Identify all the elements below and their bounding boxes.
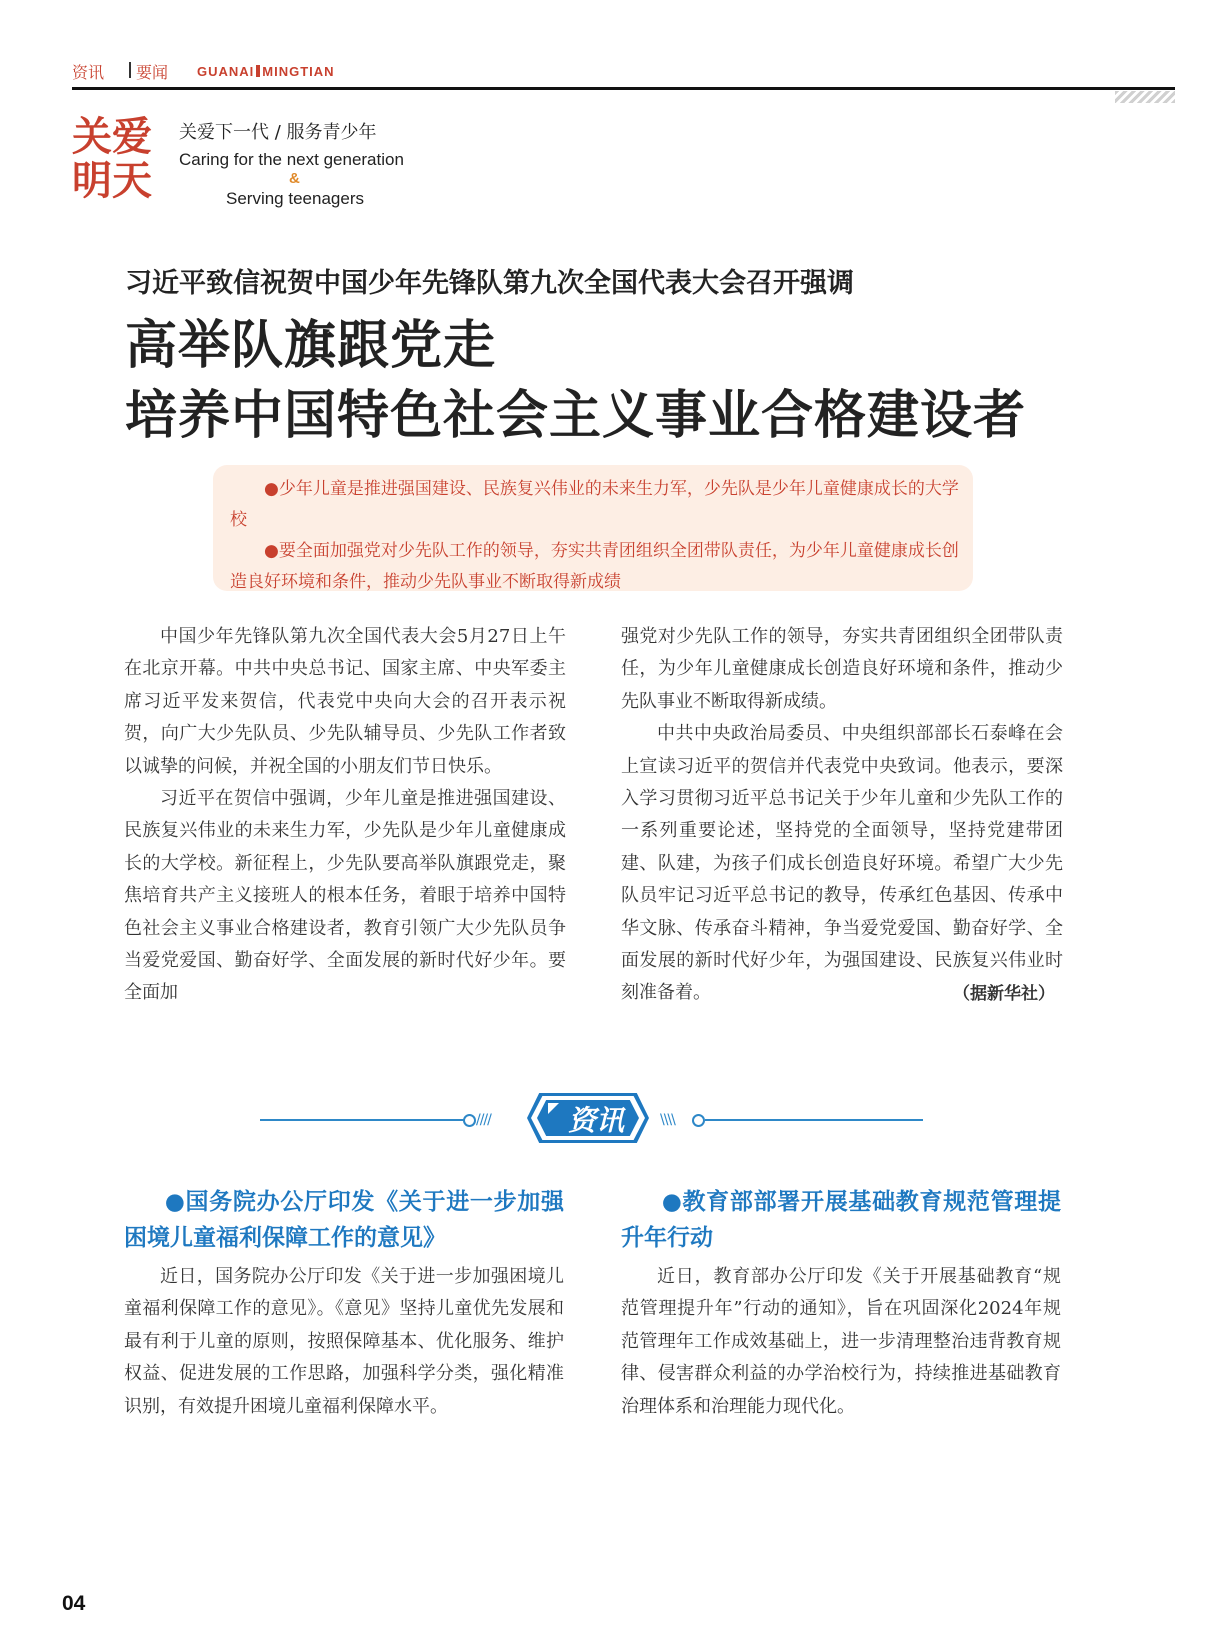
article-title-line1: 高举队旗跟党走	[125, 316, 497, 376]
article-right-column	[621, 621, 1063, 1010]
bullet-dot-icon: ●	[264, 541, 279, 561]
article-source: （据新华社）	[953, 983, 1055, 1004]
news-badge-label: 资讯	[567, 1104, 624, 1137]
logo-char: 天	[112, 158, 152, 204]
summary-point: ●少年儿童是推进强国建设、民族复兴伟业的未来生力军，少先队是少年儿童健康成长的大学校	[230, 479, 959, 530]
logo-char: 爱	[112, 114, 152, 160]
news-item-body: 近日，教育部办公厅印发《关于开展基础教育“规范管理提升年”行动的通知》，旨在巩固深化2024年规范管理年工作成效基础上，进一步清理整治违背教育规律、侵害群众利益的办学治校行为，持续推进基础教育治理体系和治理能力现代化。	[621, 1266, 1061, 1417]
news-item-title: ●教育部部署开展基础教育规范管理提升年行动	[621, 1188, 1062, 1251]
summary-text	[230, 474, 960, 598]
header-rule	[72, 87, 1175, 90]
brand-separator	[256, 65, 260, 77]
brand-name	[197, 64, 335, 79]
brand-name-part1: GUANAI	[197, 64, 255, 79]
slogan-ampersand: &	[289, 170, 300, 187]
section-label: 资讯	[72, 63, 105, 82]
divider-hatch-left: ////	[476, 1112, 491, 1128]
article-kicker: 习近平致信祝贺中国少年先锋队第九次全国代表大会召开强调	[125, 268, 854, 299]
article-paragraph: 中共中央政治局委员、中央组织部部长石泰峰在会上宣读习近平的贺信并代表党中央致词。他表示，要深入学习贯彻习近平总书记关于少年儿童和少先队工作的一系列重要论述，坚持党的全面领导，坚持党建带团建、队建，为孩子们成长创造良好环境。希望广大少先队员牢记习近平总书记的教导，传承红色基因、传承中华文脉、传承奋斗精神，争当爱党爱国、勤奋好学、全面发展的新时代好少年，为强国建设、民族复兴伟业时刻准备着。	[621, 723, 1063, 1004]
article-paragraph: 习近平在贺信中强调，少年儿童是推进强国建设、民族复兴伟业的未来生力军，少先队是少年儿童健康成长的大学校。新征程上，少先队要高举队旗跟党走，聚焦培育共产主义接班人的根本任务，着眼于培养中国特色社会主义事业合格建设者，教育引领广大少先队员争当爱党爱国、勤奋好学、全面发展的新时代好少年。要全面加	[124, 788, 566, 1004]
bullet-dot-icon: ●	[164, 1188, 186, 1215]
divider-ring-right-icon	[692, 1114, 705, 1127]
article-paragraph: 中国少年先锋队第九次全国代表大会5月27日上午在北京开幕。中共中央总书记、国家主席、中央军委主席习近平发来贺信，代表党中央向大会的召开表示祝贺，向广大少先队员、少先队辅导员、少先队工作者致以诚挚的问候，并祝全国的小朋友们节日快乐。	[124, 626, 566, 777]
logo-char: 明	[72, 158, 112, 204]
column-logo	[72, 115, 158, 210]
divider-hatch-right: \\\\	[660, 1112, 675, 1128]
article-title-line2: 培养中国特色社会主义事业合格建设者	[125, 386, 1027, 446]
news-item-title: ●国务院办公厅印发《关于进一步加强困境儿童福利保障工作的意见》	[124, 1188, 565, 1251]
bullet-dot-icon: ●	[661, 1188, 683, 1215]
divider-line-right	[705, 1119, 923, 1121]
bullet-dot-icon: ●	[264, 479, 279, 499]
header-separator	[129, 62, 131, 78]
header-stripes	[1115, 91, 1175, 103]
article-paragraph-continued: 强党对少先队工作的领导，夯实共青团组织全团带队责任，为少年儿童健康成长创造良好环境和条件，推动少先队事业不断取得新成绩。	[621, 626, 1063, 712]
logo-char: 关	[72, 114, 112, 160]
subsection-label: 要闻	[136, 63, 169, 82]
news-item-body: 近日，国务院办公厅印发《关于进一步加强困境儿童福利保障工作的意见》。《意见》坚持儿童优先发展和最有利于儿童的原则，按照保障基本、优化服务、维护权益、促进发展的工作思路，加强科学分类，强化精准识别，有效提升困境儿童福利保障水平。	[124, 1266, 564, 1417]
slogan-cn: 关爱下一代 / 服务青少年	[179, 122, 377, 143]
summary-point: ●要全面加强党对少先队工作的领导，夯实共青团组织全团带队责任，为少年儿童健康成长创造良好环境和条件，推动少先队事业不断取得新成绩	[230, 541, 959, 592]
divider-ring-left-icon	[463, 1114, 476, 1127]
divider-line-left	[260, 1119, 465, 1121]
slogan-en-line1: Caring for the next generation	[179, 150, 404, 169]
slogan-en-line2: Serving teenagers	[226, 189, 364, 208]
brand-name-part2: MINGTIAN	[262, 64, 335, 79]
article-left-column	[124, 621, 566, 1010]
page-number: 04	[62, 1592, 86, 1615]
